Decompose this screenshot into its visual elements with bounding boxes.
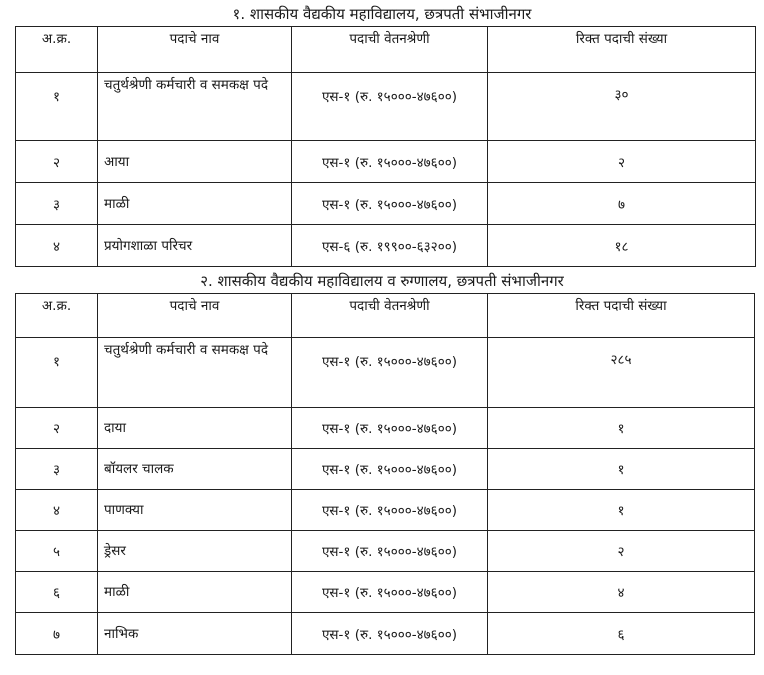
header-pay-scale: पदाची वेतनश्रेणी	[292, 27, 488, 73]
pay-scale: एस-१ (रु. १५०००-४७६००)	[292, 183, 488, 225]
pay-scale: एस-१ (रु. १५०००-४७६००)	[292, 613, 488, 655]
table-header-row	[16, 294, 755, 338]
header-serial-no: अ.क्र.	[16, 294, 98, 338]
serial-no: ३	[16, 183, 98, 225]
table-section-2	[15, 293, 755, 655]
post-name: चतुर्थश्रेणी कर्मचारी व समकक्ष पदे	[98, 338, 292, 408]
pay-scale: एस-१ (रु. १५०००-४७६००)	[292, 408, 488, 449]
pay-scale: एस-१ (रु. १५०००-४७६००)	[292, 338, 488, 408]
header-post-name: पदाचे नाव	[98, 27, 292, 73]
pay-scale: एस-१ (रु. १५०००-४७६००)	[292, 449, 488, 490]
table-row	[16, 338, 755, 408]
post-name: माळी	[98, 572, 292, 613]
post-name: बॉयलर चालक	[98, 449, 292, 490]
table-row	[16, 183, 756, 225]
vacancy-count: १	[488, 449, 755, 490]
header-serial-no: अ.क्र.	[16, 27, 98, 73]
vacancy-count: १	[488, 408, 755, 449]
post-name: पाणक्या	[98, 490, 292, 531]
serial-no: १	[16, 73, 98, 141]
pay-scale: एस-१ (रु. १५०००-४७६००)	[292, 572, 488, 613]
vacancy-count: ४	[488, 572, 755, 613]
table-row	[16, 73, 756, 141]
post-name: नाभिक	[98, 613, 292, 655]
table-row	[16, 531, 755, 572]
pay-scale: एस-१ (रु. १५०००-४७६००)	[292, 531, 488, 572]
section-1-title: १. शासकीय वैद्यकीय महाविद्यालय, छत्रपती संभाजीनगर	[232, 5, 532, 23]
vacancy-count: ३०	[488, 73, 756, 141]
table-row	[16, 408, 755, 449]
pay-scale: एस-१ (रु. १५०००-४७६००)	[292, 73, 488, 141]
post-name: ड्रेसर	[98, 531, 292, 572]
vacancy-count: ६	[488, 613, 755, 655]
table-row	[16, 449, 755, 490]
table-row	[16, 490, 755, 531]
serial-no: २	[16, 141, 98, 183]
table-row	[16, 141, 756, 183]
section-2-title: २. शासकीय वैद्यकीय महाविद्यालय व रुग्णालय, छत्रपती संभाजीनगर	[200, 272, 564, 290]
vacancy-count: २८५	[488, 338, 755, 408]
serial-no: १	[16, 338, 98, 408]
table-header-row	[16, 27, 756, 73]
header-vacancy-count: रिक्त पदाची संख्या	[488, 27, 756, 73]
serial-no: ७	[16, 613, 98, 655]
post-name: दाया	[98, 408, 292, 449]
header-pay-scale: पदाची वेतनश्रेणी	[292, 294, 488, 338]
table-row	[16, 225, 756, 267]
post-name: प्रयोगशाळा परिचर	[98, 225, 292, 267]
vacancy-count: २	[488, 531, 755, 572]
vacancy-count: १८	[488, 225, 756, 267]
vacancy-count: २	[488, 141, 756, 183]
post-name: आया	[98, 141, 292, 183]
pay-scale: एस-१ (रु. १५०००-४७६००)	[292, 141, 488, 183]
serial-no: ६	[16, 572, 98, 613]
vacancy-count: ७	[488, 183, 756, 225]
table-row	[16, 572, 755, 613]
pay-scale: एस-१ (रु. १५०००-४७६००)	[292, 490, 488, 531]
serial-no: ३	[16, 449, 98, 490]
post-name: चतुर्थश्रेणी कर्मचारी व समकक्ष पदे	[98, 73, 292, 141]
header-post-name: पदाचे नाव	[98, 294, 292, 338]
serial-no: ४	[16, 490, 98, 531]
serial-no: ५	[16, 531, 98, 572]
header-vacancy-count: रिक्त पदाची संख्या	[488, 294, 755, 338]
table-section-1	[15, 26, 756, 267]
table-row	[16, 613, 755, 655]
vacancy-count: १	[488, 490, 755, 531]
serial-no: ४	[16, 225, 98, 267]
post-name: माळी	[98, 183, 292, 225]
serial-no: २	[16, 408, 98, 449]
pay-scale: एस-६ (रु. १९९००-६३२००)	[292, 225, 488, 267]
